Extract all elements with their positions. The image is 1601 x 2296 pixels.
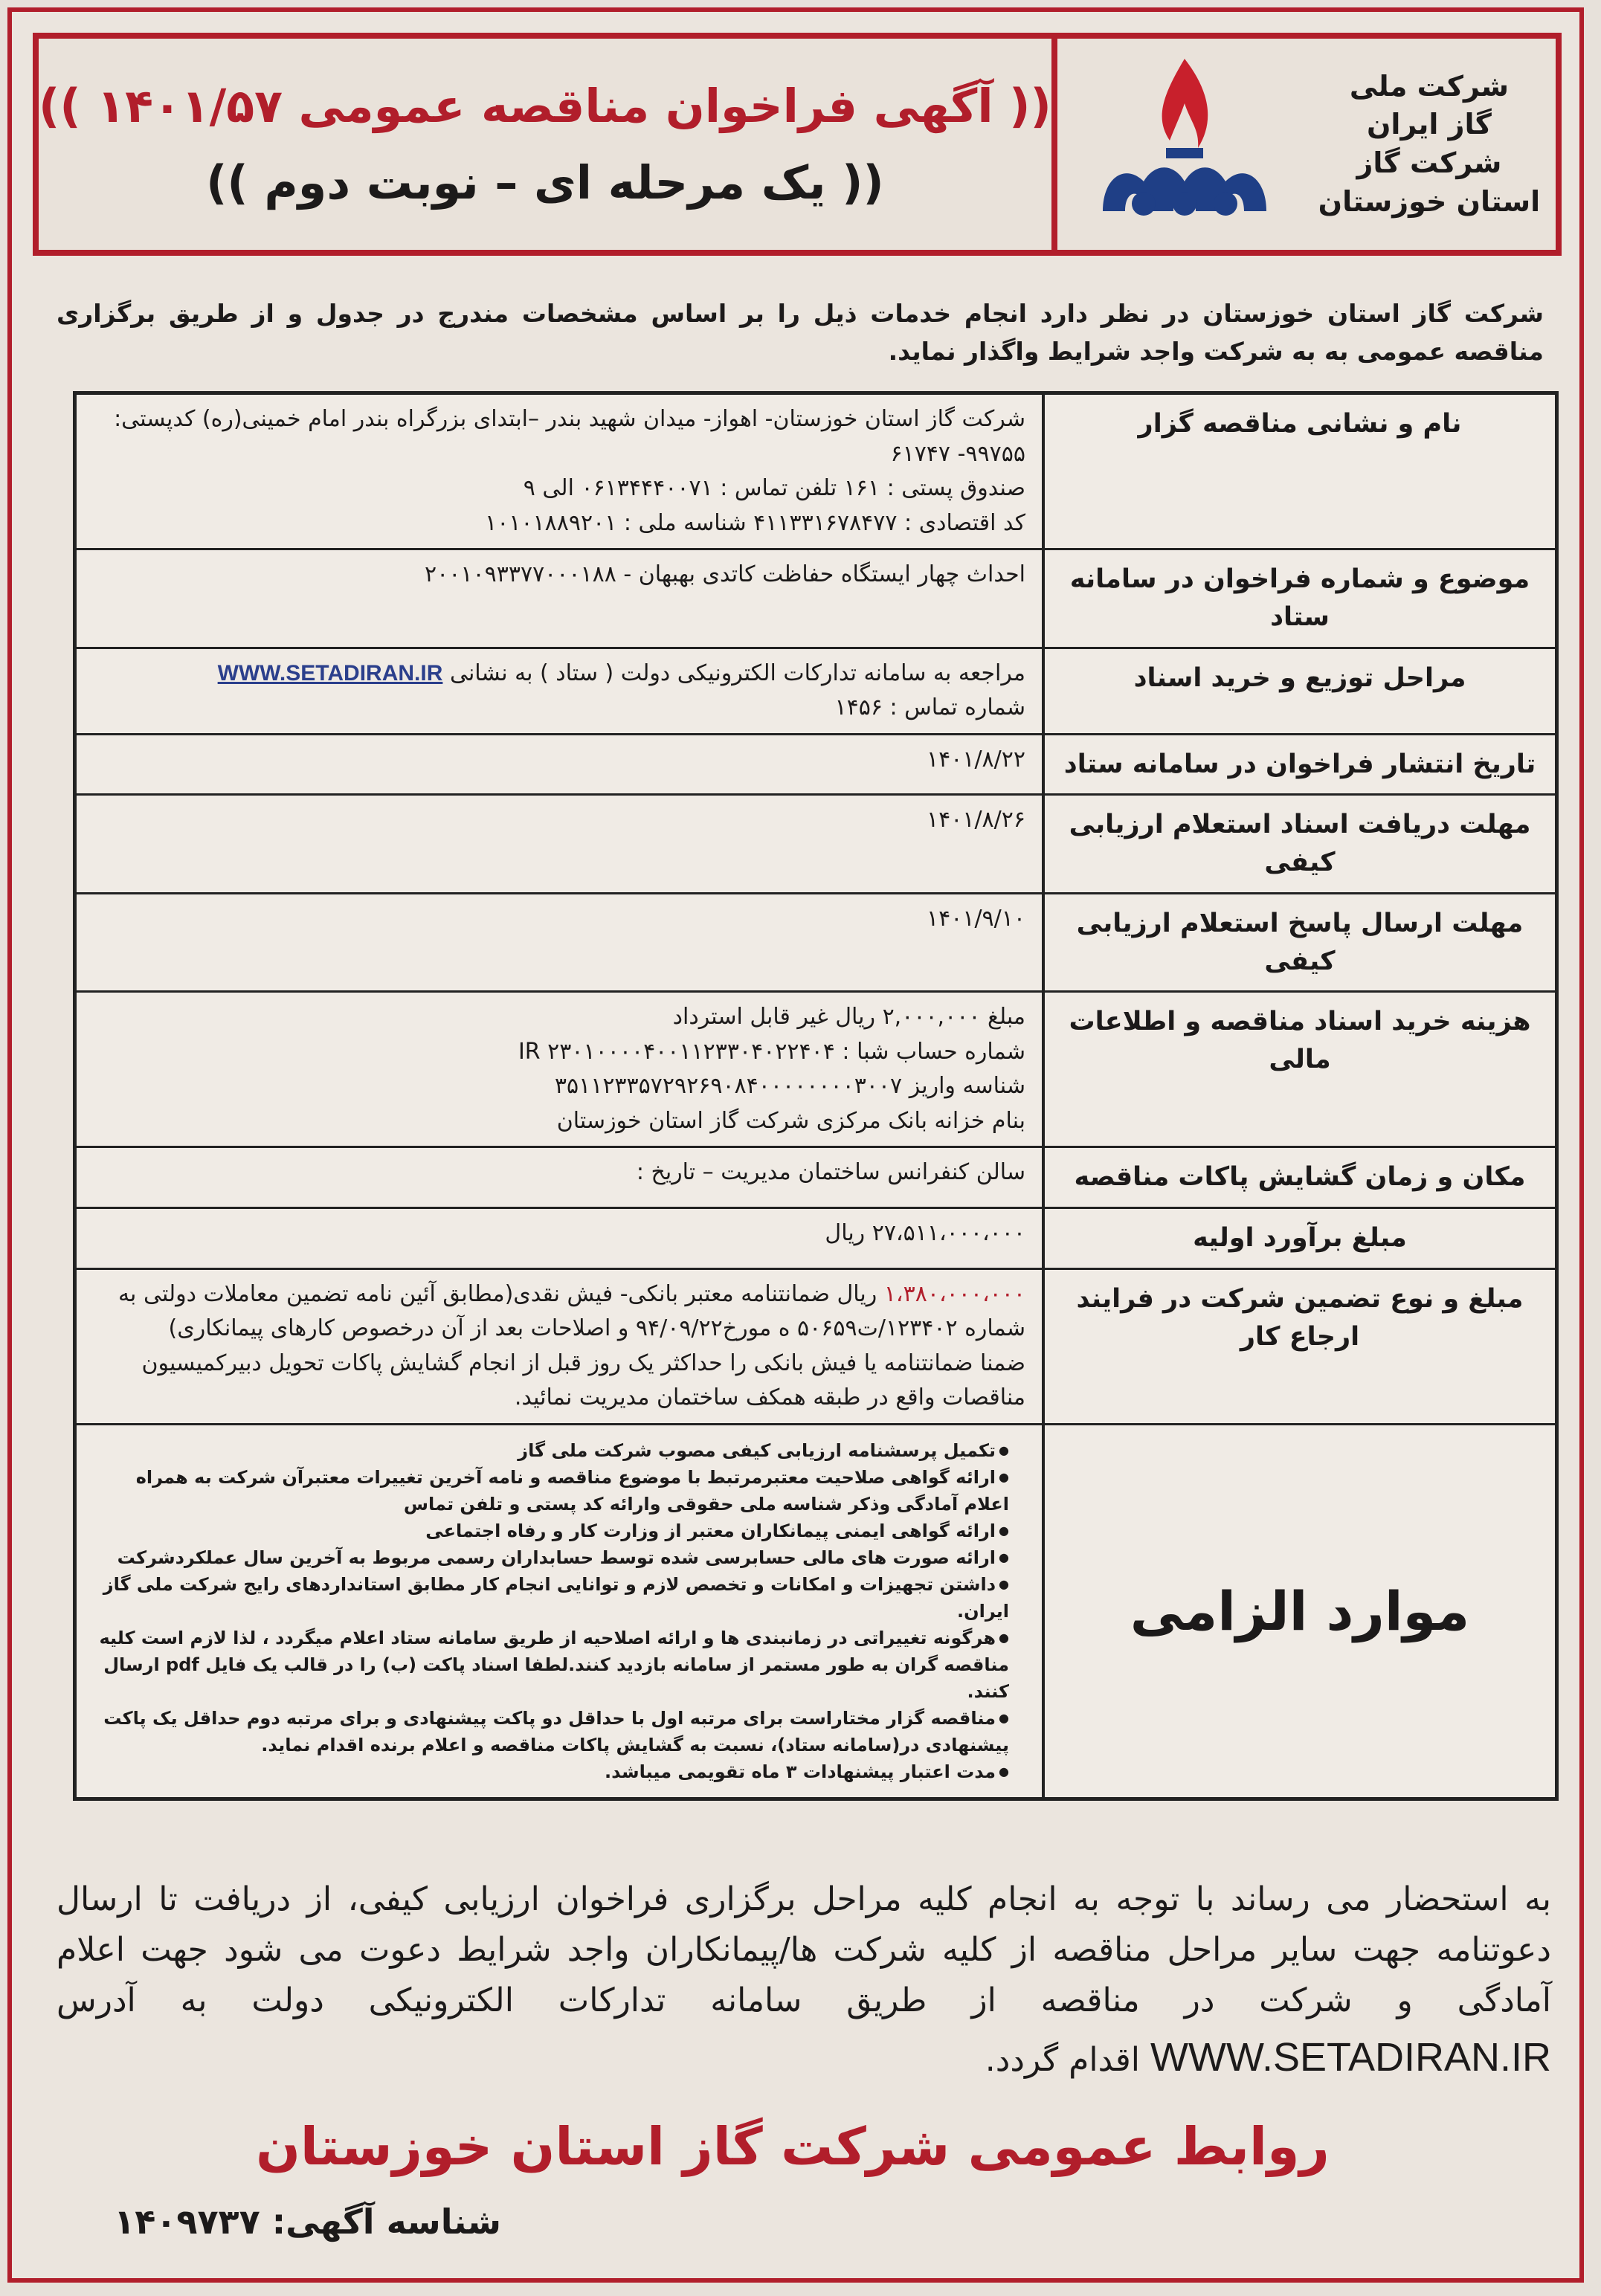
company-line-4: استان خوزستان bbox=[1318, 184, 1541, 218]
send-deadline-value: ۱۴۰۱/۹/۱۰ bbox=[926, 905, 1025, 932]
row-label: مهلت دریافت اسناد استعلام ارزیابی کیفی bbox=[1042, 796, 1555, 892]
public-relations-signature: روابط عمومی شرکت گاز استان خوزستان bbox=[256, 2116, 1330, 2177]
row-label: مبلغ و نوع تضمین شرکت در فرایند ارجاع کار bbox=[1042, 1270, 1555, 1423]
cost-payment-id: شناسه واریز ۳۵۱۱۲۳۳۵۷۲۹۲۶۹۰۸۴۰۰۰۰۰۰۰۰۳۰۰۷ bbox=[554, 1073, 1025, 1100]
owner-address: شرکت گاز استان خوزستان- اهواز- میدان شهید بندر –ابتدای بزرگراه بندر امام خمینی(ره) کدپستی: ۹۹۷۵۵- ۶۱۷۴۷ bbox=[114, 406, 1025, 467]
requirements-label: موارد الزامی bbox=[1042, 1425, 1555, 1797]
table-row bbox=[77, 993, 1555, 1148]
row-label: مهلت ارسال پاسخ استعلام ارزیابی کیفی bbox=[1042, 894, 1555, 991]
list-item: ● ارائه گواهی صلاحیت معتبرمرتبط با موضوع مناقصه و نامه آخرین تغییرات معتبرآن شرکت به همراه اعلام آمادگی وذکر شناسه ملی حقوقی وارائه کد پستی و تلفن تماس bbox=[99, 1464, 1009, 1518]
list-item: ● مدت اعتبار پیشنهادات ۳ ماه تقویمی میباشد. bbox=[99, 1758, 1009, 1785]
company-line-1: شرکت ملی bbox=[1349, 69, 1509, 103]
intro-paragraph: شرکت گاز استان خوزستان در نظر دارد انجام خدمات ذیل را بر اساس مشخصات مندرج در جدول و از طریق برگزاری مناقصه عمومی به به شرکت واجد شرایط واگذار نماید. bbox=[57, 299, 1544, 367]
opening-value: سالن کنفرانس ساختمان مدیریت – تاریخ : bbox=[636, 1159, 1025, 1186]
owner-codes: کد اقتصادی : ۴۱۱۳۳۱۶۷۸۴۷۷ شناسه ملی : ۱۰۱۰۱۸۸۹۲۰۱ bbox=[485, 509, 1025, 536]
list-item: ● مناقصه گزار مختاراست برای مرتبه اول با حداقل دو پاکت پیشنهادی و برای مرتبه دوم حداقل یک پاکت پیشنهادی در(سامانه ستاد)، نسبت به گشایش پاکات مناقصه و اعلام برنده اقدام نماید. bbox=[99, 1705, 1009, 1758]
tender-details-table bbox=[73, 391, 1559, 1801]
row-label: مکان و زمان گشایش پاکات مناقصه bbox=[1042, 1148, 1555, 1207]
guarantee-amount: ۱،۳۸۰،۰۰۰،۰۰۰ bbox=[883, 1280, 1025, 1307]
header bbox=[33, 33, 1562, 256]
company-name bbox=[1318, 70, 1541, 219]
table-row bbox=[77, 395, 1555, 550]
ad-identifier: شناسه آگهی: ۱۴۰۹۷۳۷ bbox=[114, 2202, 501, 2242]
row-label: موضوع و شماره فراخوان در سامانه ستاد bbox=[1042, 550, 1555, 647]
table-row bbox=[77, 1148, 1555, 1209]
requirements-list bbox=[93, 1433, 1025, 1790]
tender-title: (( آگهی فراخوان مناقصه عمومی ۱۴۰۱/۵۷ )) bbox=[39, 79, 1051, 133]
table-row bbox=[77, 894, 1555, 993]
estimate-value: ۲۷،۵۱۱،۰۰۰،۰۰۰ ریال bbox=[825, 1220, 1025, 1246]
company-line-2: گاز ایران bbox=[1367, 108, 1492, 141]
tender-subtitle: (( یک مرحله ای – نوبت دوم )) bbox=[206, 155, 884, 210]
subject-value: احداث چهار ایستگاه حفاظت کاتدی بهبهان - ۲۰۰۱۰۹۳۳۷۷۰۰۰۱۸۸ bbox=[425, 561, 1025, 587]
list-item: ● هرگونه تغییراتی در زمانبندی ها و ارائه اصلاحیه از طریق سامانه ستاد اعلام میگردد ، لذا لازم است کلیه مناقصه گران به طور مستمر از سامانه بازدید کنند.لطفا اسناد پاکت (ب) را در قالب یک فایل pdf ارسال کنند. bbox=[99, 1625, 1009, 1705]
guarantee-text: ریال ضمانتنامه معتبر بانکی- فیش نقدی(مطابق آئین نامه تضمین معاملات دولتی به شماره ۱۲۳۴۰۲/ت۵۰۶۵۹ ه مورخ۹۴/۰۹/۲۲ و اصلاحات بعد از آن درخصوص کارهای پیمانکاری) bbox=[117, 1280, 1025, 1342]
list-item: ● ارائه صورت های مالی حسابرسی شده توسط حسابداران رسمی مربوط به آخرین سال عملکردشرکت bbox=[99, 1544, 1009, 1571]
row-label: هزینه خرید اسناد مناقصه و اطلاعات مالی bbox=[1042, 993, 1555, 1146]
table-row bbox=[77, 1270, 1555, 1425]
table-row bbox=[77, 735, 1555, 796]
row-value bbox=[77, 993, 1042, 1146]
publish-date-value: ۱۴۰۱/۸/۲۲ bbox=[926, 746, 1025, 773]
cost-amount: مبلغ ۲,۰۰۰,۰۰۰ ریال غیر قابل استرداد bbox=[672, 1004, 1025, 1031]
row-value bbox=[77, 649, 1042, 733]
requirements-value bbox=[77, 1425, 1042, 1797]
table-row bbox=[77, 550, 1555, 649]
row-label: تاریخ انتشار فراخوان در سامانه ستاد bbox=[1042, 735, 1555, 794]
list-item: ● تکمیل پرسشنامه ارزیابی کیفی مصوب شرکت ملی گاز bbox=[99, 1437, 1009, 1464]
table-row bbox=[77, 796, 1555, 894]
distribution-phone: شماره تماس : ۱۴۵۶ bbox=[834, 694, 1025, 720]
gas-flame-logo-icon bbox=[1073, 51, 1296, 237]
notice-paragraph bbox=[57, 1874, 1551, 2089]
list-item: ● داشتن تجهیزات و امکانات و تخصص لازم و توانایی انجام کار مطابق استانداردهای رایج شرکت ملی گاز ایران. bbox=[99, 1571, 1009, 1625]
list-item: ● ارائه گواهی ایمنی پیمانکاران معتبر از وزارت کار و رفاه اجتماعی bbox=[99, 1518, 1009, 1544]
row-label: مبلغ برآورد اولیه bbox=[1042, 1209, 1555, 1268]
company-line-3: شرکت گاز bbox=[1356, 146, 1502, 179]
notice-tail: اقدام گردد. bbox=[985, 2040, 1141, 2079]
row-value bbox=[77, 395, 1042, 548]
table-row bbox=[77, 1425, 1555, 1797]
cost-beneficiary: بنام خزانه بانک مرکزی شرکت گاز استان خوزستان bbox=[556, 1107, 1025, 1134]
table-row bbox=[77, 649, 1555, 735]
receive-deadline-value: ۱۴۰۱/۸/۲۶ bbox=[926, 807, 1025, 833]
title-block bbox=[39, 39, 1051, 250]
advertisement-page bbox=[7, 7, 1584, 2283]
owner-phone: صندوق پستی : ۱۶۱ تلفن تماس : ۰۶۱۳۴۴۴۰۰۷۱ الی ۹ bbox=[523, 475, 1025, 501]
distribution-text: مراجعه به سامانه تدارکات الکترونیکی دولت ( ستاد ) به نشانی bbox=[449, 660, 1025, 686]
company-logo-block bbox=[1051, 39, 1556, 250]
table-row bbox=[77, 1209, 1555, 1270]
cost-iban: شماره حساب شبا : IR ۲۳۰۱۰۰۰۰۴۰۰۱۱۲۳۳۰۴۰۲۲۴۰۴ bbox=[518, 1038, 1025, 1065]
notice-text: به استحضار می رساند با توجه به انجام کلیه مراحل برگزاری فراخوان ارزیابی کیفی، از دریافت تا ارسال دعوتنامه جهت سایر مراحل مناقصه از کلیه شرکت ها/پیمانکاران واجد شرایط دعوت می شود جهت اعلام آمادگی و شرکت در مناقصه از طریق سامانه تدارکات الکترونیکی دولت به آدرس bbox=[57, 1880, 1551, 2020]
guarantee-delivery: ضمنا ضمانتنامه یا فیش بانکی را حداکثر یک روز قبل از انجام گشایش پاکات تحویل دبیرکمیسیون مناقصات واقع در طبقه همکف ساختمان مدیریت نمائید. bbox=[141, 1349, 1025, 1411]
row-value bbox=[77, 1270, 1042, 1423]
notice-url[interactable]: WWW.SETADIRAN.IR bbox=[1150, 2034, 1551, 2080]
setadiran-link[interactable]: WWW.SETADIRAN.IR bbox=[217, 660, 443, 686]
row-label: مراحل توزیع و خرید اسناد bbox=[1042, 649, 1555, 733]
row-label: نام و نشانی مناقصه گزار bbox=[1042, 395, 1555, 548]
